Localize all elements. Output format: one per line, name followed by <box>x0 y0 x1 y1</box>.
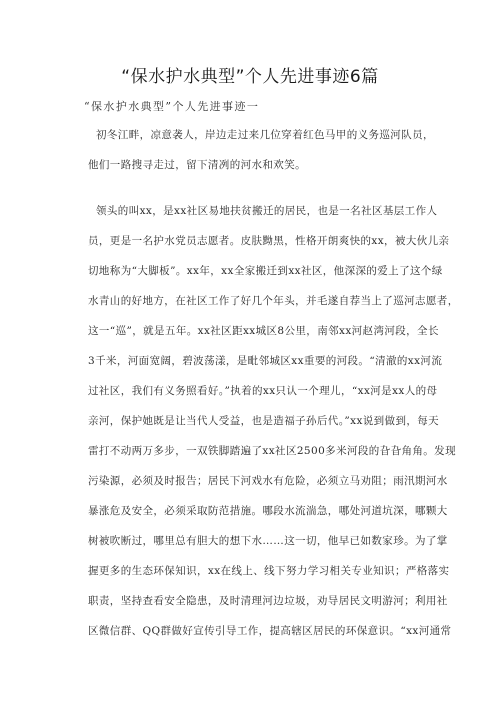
paragraph-line: 握更多的生态环保知识，xx在线上、线下努力学习相关专业知识；严格落实 <box>88 565 450 577</box>
paragraph-line: 污染源，必须及时报告；居民下河戏水有危险，必须立马劝阻；雨汛期河水 <box>88 475 448 487</box>
paragraph-line: 他们一路搜寻走过，留下清冽的河水和欢笑。 <box>88 159 306 171</box>
paragraph-2 <box>88 196 459 646</box>
paragraph-line: 这一“巡”，就是五年。xx社区距xx城区8公里，南邻xx河赵湾河段，全长 <box>88 325 439 337</box>
paragraph-line: 领头的叫xx，是xx社区易地扶贫搬迁的居民，也是一名社区基层工作人 <box>96 205 438 217</box>
paragraph-line: 过社区，我们有义务照看好。”执着的xx只认一个理儿，“xx河是xx人的母 <box>88 385 438 397</box>
paragraph-line: 3千米，河面宽阔，碧波荡漾，是毗邻城区xx重要的河段。“清澈的xx河流 <box>88 355 443 367</box>
paragraph-line: 切地称为“大脚板”。xx年，xx全家搬迁到xx社区，他深深的爱上了这个绿 <box>88 265 443 277</box>
document-title: “保水护水典型”个人先进事迹6篇 <box>121 67 379 87</box>
paragraph-1 <box>88 120 434 180</box>
paragraph-line: 职责，坚持查看安全隐患，及时清理河边垃圾，劝导居民文明游河；利用社 <box>88 595 448 607</box>
paragraph-line: 亲河，保护她既是让当代人受益，也是造福子孙后代。”xx说到做到，每天 <box>88 415 440 427</box>
paragraph-line: 员，更是一名护水党员志愿者。皮肤黝黑，性格开朗爽快的xx，被大伙儿亲 <box>88 235 450 247</box>
paragraph-line: 区微信群、QQ群做好宣传引导工作，提高辖区居民的环保意识。“xx河通常 <box>88 625 452 637</box>
paragraph-line: 暴涨危及安全，必须采取防范措施。哪段水流湍急，哪处河道坑深，哪颗大 <box>88 505 448 517</box>
section-subtitle: “保水护水典型”个人先进事迹一 <box>84 100 260 113</box>
paragraph-line: 水青山的好地方，在社区工作了好几个年头，并毛遂自荐当上了巡河志愿者， <box>88 295 459 307</box>
paragraph-line: 初冬江畔，凉意袭人，岸边走过来几位穿着红色马甲的义务巡河队员， <box>96 129 434 141</box>
paragraph-line: 雷打不动两万多步，一双铁脚踏遍了xx社区2500多米河段的旮旮角角。发现 <box>88 445 456 457</box>
paragraph-line: 树被吹断过，哪里总有胆大的想下水……这一切，他早已如数家珍。为了掌 <box>88 535 448 547</box>
